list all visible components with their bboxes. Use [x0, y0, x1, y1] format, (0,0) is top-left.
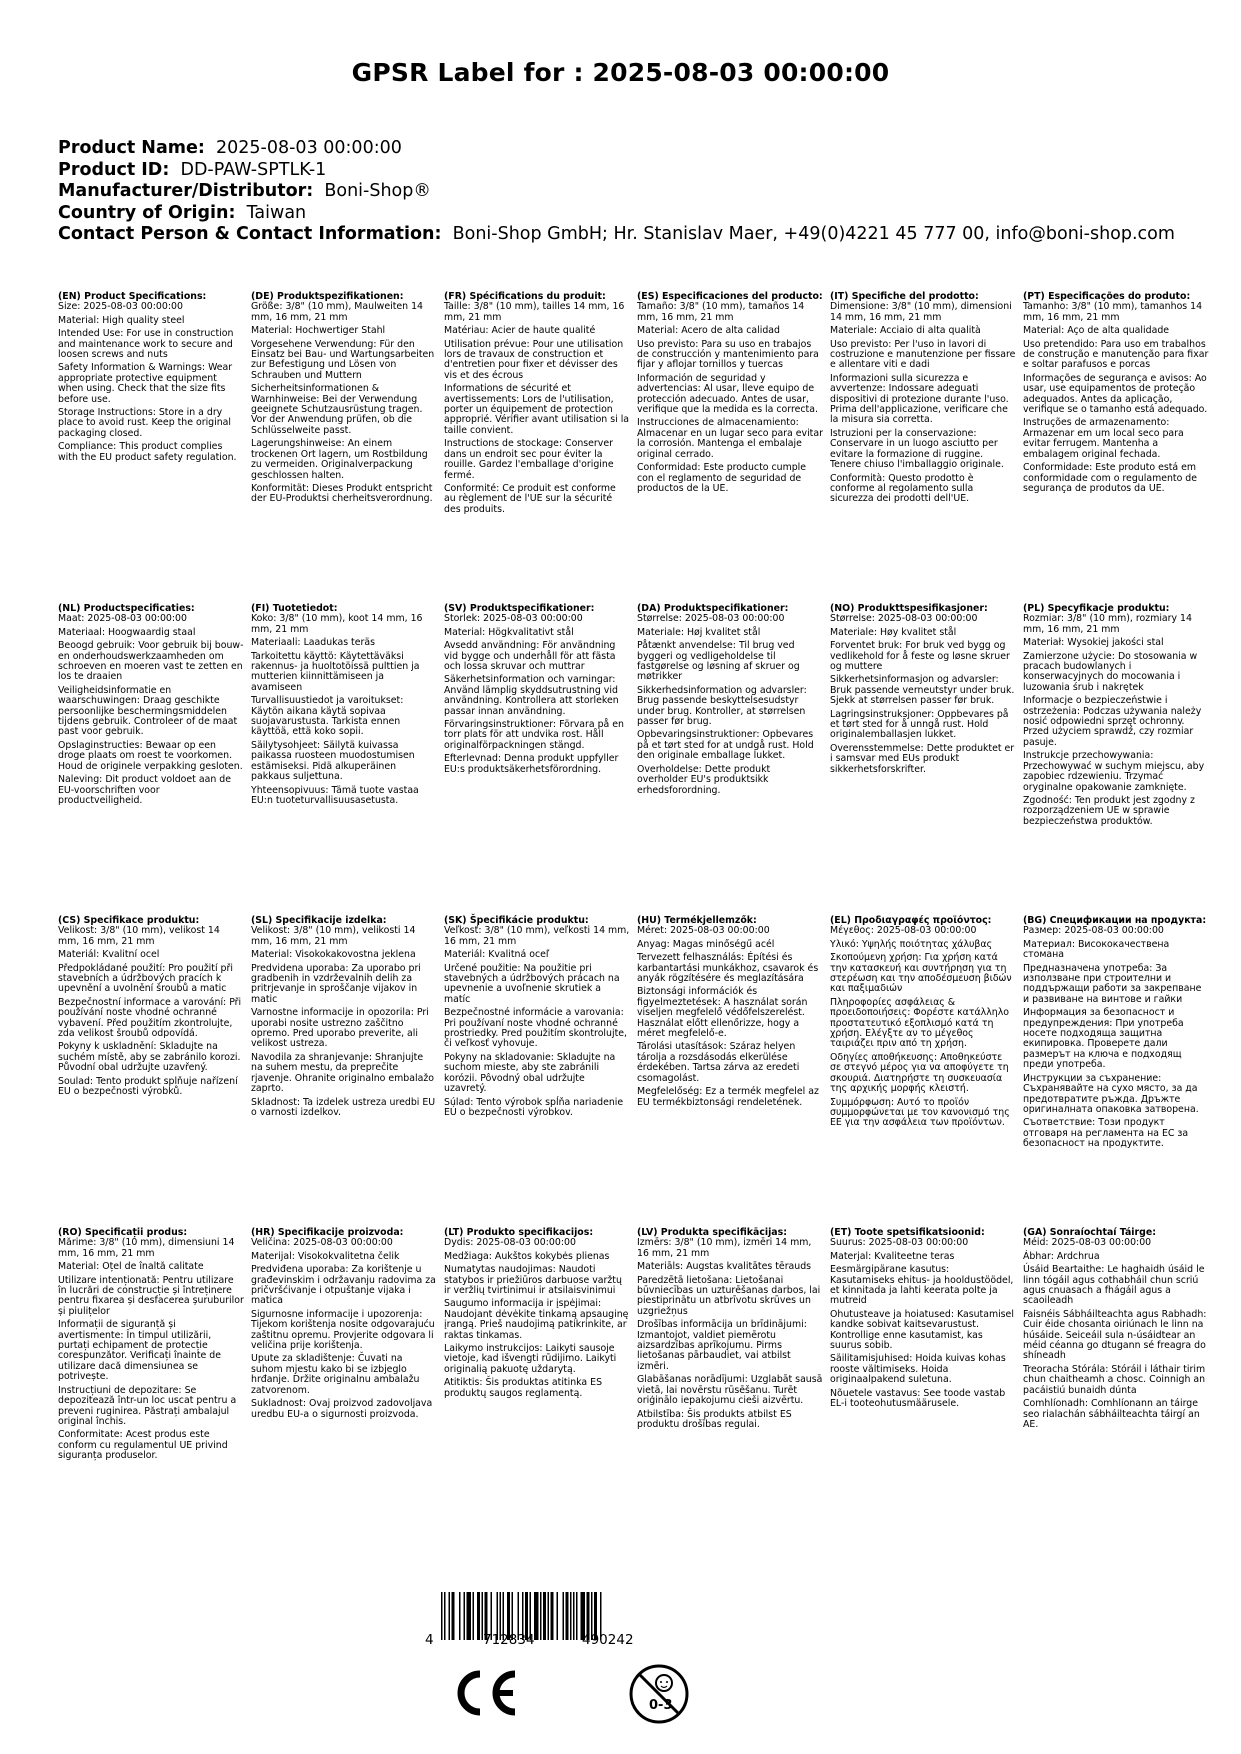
language-heading: (NO) Produkttspesifikasjoner: — [830, 603, 988, 614]
language-paragraph: Материал: Висококачествена стомана — [1023, 938, 1170, 961]
language-paragraph: Materiale: Høj kvalitet stål — [637, 626, 761, 638]
language-heading: (HR) Specifikacije proizvoda: — [251, 1227, 404, 1238]
language-paragraph: Medžiaga: Aukštos kokybės plienas — [444, 1250, 610, 1262]
language-paragraph: Sigurnosne informacije i upozorenja: Tijekom korištenja nosite odgovarajuću zaštitnu opremu. Provjerite odgovara li veličina prije korištenja. — [251, 1308, 435, 1352]
language-paragraph: Størrelse: 2025-08-03 00:00:00 — [637, 613, 785, 625]
language-paragraph: Instrucțiuni de depozitare: Se depozitează într-un loc uscat pentru a preveni ruginirea. Păstrați ambalajul original închis. — [58, 1384, 237, 1427]
barcode-bar — [551, 1592, 554, 1640]
language-block — [830, 1228, 1016, 1413]
language-paragraph: Predviđena uporaba: Za korištenje u građevinskim i održavanju radovima za pričvršćivanje i otpuštanje vijaka i matica — [251, 1264, 436, 1307]
language-paragraph: Påtænkt anvendelse: Til brug ved byggeri og vedligeholdelse til fastgørelse og løsning af skruer og møtrikker — [637, 640, 800, 683]
language-paragraph: Saugumo informacija ir įspėjimai: Naudojant dėvėkite tinkamą apsauginę įrangą. Prieš naudojimą patikrinkite, ar raktas tinkamas. — [444, 1298, 629, 1341]
barcode-bar — [570, 1592, 572, 1640]
language-paragraph: Инструкции за съхранение: Съхранявайте на сухо място, за да предотвратите ръжда. Дръжте оригиналната опаковка затворена. — [1023, 1072, 1199, 1115]
language-paragraph: Koko: 3/8" (10 mm), koot 14 mm, 16 mm, 21 mm — [251, 613, 423, 635]
barcode-bar — [576, 1592, 578, 1640]
language-heading: (DE) Produktspezifikationen: — [251, 291, 404, 302]
language-heading: (LT) Produkto specifikacijos: — [444, 1227, 594, 1238]
language-paragraph: Materiale: Høy kvalitet stål — [830, 626, 957, 638]
barcode — [441, 1592, 671, 1646]
language-paragraph: Informații de siguranță și avertismente: În timpul utilizării, purtați echipament de protecție corespunzător. Verificați înainte de utilizare dacă dimensiunea se potrivește. — [58, 1319, 222, 1383]
language-paragraph: Yhteensopivuus: Tämä tuote vastaa EU:n tuoteturvallisuusasetusta. — [251, 784, 419, 806]
language-paragraph: Säilitamisjuhised: Hoida kuivas kohas rooste vältimiseks. Hoida originaalpakend suletuna. — [830, 1353, 1006, 1386]
language-paragraph: Información de seguridad y advertencias: Al usar, lleve equipo de protección adecuado. Antes de usar, verifique que la medida es la correcta. — [637, 372, 818, 416]
language-paragraph: Turvallisuustiedot ja varoitukset: Käytön aikana käytä sopivaa suojavarustusta. Tarkista ennen käyttöä, että koko sopii. — [251, 695, 404, 738]
language-paragraph: Utilizare intenționată: Pentru utilizare în lucrări de construcție și întreținere pentru fixarea și desfacerea șuruburilor și piulițelor — [58, 1274, 244, 1317]
barcode-bar — [467, 1592, 472, 1640]
language-paragraph: Soulad: Tento produkt splňuje nařízení EU o bezpečnosti výrobků. — [58, 1075, 238, 1098]
product-id-row — [58, 160, 1208, 182]
language-paragraph: Lagerungshinweise: An einem trockenen Ort lagern, um Rostbildung zu vermeiden. Originalverpackung geschlossen halten. — [251, 438, 428, 481]
language-paragraph: Velikost: 3/8" (10 mm), velikosti 14 mm, 16 mm, 21 mm — [251, 925, 416, 947]
language-paragraph: Veličina: 2025-08-03 00:00:00 — [251, 1237, 393, 1249]
language-block — [444, 604, 630, 778]
origin-label: Country of Origin: — [58, 202, 236, 223]
language-paragraph: Tamaño: 3/8" (10 mm), tamaños 14 mm, 16 mm, 21 mm — [637, 301, 805, 323]
barcode-bar — [534, 1592, 539, 1640]
language-paragraph: Størrelse: 2025-08-03 00:00:00 — [830, 613, 978, 625]
language-paragraph: Megfelelőség: Ez a termék megfelel az EU termékbiztonsági rendeletének. — [637, 1086, 819, 1108]
language-block — [58, 604, 244, 809]
language-heading: (LV) Produkta specifikācijas: — [637, 1227, 787, 1238]
language-heading: (PT) Especificações do produto: — [1023, 291, 1191, 302]
language-paragraph: Istruzioni per la conservazione: Conservare in un luogo asciutto per evitare la formazione di ruggine. Tenere chiuso l'imballaggio originale. — [830, 427, 1004, 471]
language-paragraph: Ábhar: Ardchrua — [1023, 1250, 1100, 1262]
language-heading: (CS) Specifikace produktu: — [58, 915, 200, 926]
product-name-label: Product Name: — [58, 138, 205, 158]
language-block — [251, 292, 437, 508]
language-paragraph: Anyag: Magas minőségű acél — [637, 938, 775, 950]
language-block — [637, 916, 823, 1111]
manufacturer-row — [58, 181, 1208, 203]
age-label: 0-3 — [649, 1698, 673, 1713]
language-paragraph: Lagringsinstruksjoner: Oppbevares på et tørt sted for å unngå rust. Hold originalemballasjen lukket. — [830, 708, 1009, 741]
language-paragraph: Material: Hochwertiger Stahl — [251, 325, 386, 337]
language-paragraph: Съответствие: Този продукт отговаря на регламента на ЕС за безопасност на продуктите. — [1023, 1117, 1189, 1150]
language-paragraph: Dimensione: 3/8" (10 mm), dimensioni 14 mm, 16 mm, 21 mm — [830, 301, 1012, 323]
language-paragraph: Vorgesehene Verwendung: Für den Einsatz bei Bau- und Wartungsarbeiten zur Befestigung und Lösen von Schrauben und Muttern — [251, 338, 435, 381]
product-id-label: Product ID: — [58, 159, 170, 180]
language-paragraph: Bezpečnostné informácie a varovania: Pri používaní noste vhodné ochranné prostriedky. Pred použitím skontrolujte, či veľkosť vyhovuje. — [444, 1007, 628, 1050]
language-paragraph: Súlad: Tento výrobok spĺňa nariadenie EÚ o bezpečnosti výrobkov. — [444, 1096, 624, 1118]
language-paragraph: Overensstemmelse: Dette produktet er i samsvar med EUs produkt sikkerhetsforskrifter. — [830, 742, 1015, 775]
manufacturer-label: Manufacturer/Distributor: — [58, 181, 314, 201]
language-paragraph: Compliance: This product complies with the EU product safety regulation. — [58, 441, 237, 463]
language-paragraph: Opbevaringsinstruktioner: Opbevares på et tørt sted for at undgå rust. Hold den originale emballage lukket. — [637, 729, 814, 762]
barcode-bar — [459, 1592, 461, 1640]
language-block — [830, 604, 1016, 778]
language-paragraph: Größe: 3/8" (10 mm), Maulweiten 14 mm, 16 mm, 21 mm — [251, 301, 424, 323]
language-paragraph: Uso pretendido: Para uso em trabalhos de construção e manutenção para fixar e soltar parafusos e porcas — [1023, 338, 1209, 371]
barcode-bar — [473, 1592, 475, 1640]
language-paragraph: Dydis: 2025-08-03 00:00:00 — [444, 1237, 576, 1249]
language-paragraph: Mărime: 3/8" (10 mm), dimensiuni 14 mm, 16 mm, 21 mm — [58, 1237, 235, 1259]
language-paragraph: Treoracha Stórála: Stóráil i láthair tirim chun chaitheamh a chosc. Coinnigh an pacáistiú bunaidh dúnta — [1023, 1363, 1206, 1396]
language-heading: (ES) Especificaciones del producto: — [637, 291, 823, 302]
language-paragraph: Materijal: Visokokvalitetna čelik — [251, 1250, 400, 1262]
language-paragraph: Biztonsági információk és figyelmeztetések: A használat során viseljen megfelelő védőfelszerelést. Használat előtt ellenőrizze, hogy a méret megfelelő-e. — [637, 986, 808, 1040]
barcode-bar — [548, 1592, 550, 1640]
barcode-bar — [449, 1592, 451, 1640]
language-paragraph: Tárolási utasítások: Száraz helyen tárolja a rozsdásodás elkerülése érdekében. Tartsa zárva az eredeti csomagolást. — [637, 1041, 800, 1084]
language-paragraph: Navodila za shranjevanje: Shranjujte na suhem mestu, da preprečite rjavenje. Ohranite originalno embalažo zaprto. — [251, 1051, 434, 1095]
language-heading: (IT) Specifiche del prodotto: — [830, 291, 979, 302]
barcode-bar — [573, 1592, 575, 1640]
language-paragraph: Informations de sécurité et avertissements: Lors de l'utilisation, porter un équipement de protection approprié. Vérifier avant utilisation si la taille convient. — [444, 383, 630, 436]
language-row — [58, 292, 1208, 604]
product-name-value: 2025-08-03 00:00:00 — [216, 138, 402, 158]
language-paragraph: Zgodność: Ten produkt jest zgodny z rozporządzeniem UE w sprawie bezpieczeństwa produktów. — [1023, 794, 1195, 827]
language-paragraph: Material: Oțel de înaltă calitate — [58, 1261, 204, 1273]
language-paragraph: Conformitate: Acest produs este conform cu regulamentul UE privind siguranța produselor. — [58, 1429, 228, 1462]
language-paragraph: Sikkerhedsinformation og advarsler: Brug passende beskyttelsesudstyr under brug. Kontroller, at størrelsen passer før brug. — [637, 684, 807, 728]
language-paragraph: Conformità: Questo prodotto è conforme al regolamento sulla sicurezza dei prodotti dell'UE. — [830, 472, 974, 505]
language-paragraph: Materiál: Kvalitní ocel — [58, 949, 160, 961]
language-paragraph: Instruções de armazenamento: Armazenar em um local seco para evitar ferrugem. Mantenha a embalagem original fechada. — [1023, 417, 1184, 460]
language-paragraph: Materiāls: Augstas kvalitātes tērauds — [637, 1261, 812, 1273]
language-paragraph: Σκοπούμενη χρήση: Για χρήση κατά την κατασκευή και συντήρηση για τη στερέωση και την αποδέσμευση βιδών και παξιμαδιών — [830, 952, 1012, 995]
language-paragraph: Faisnéis Sábháilteachta agus Rabhadh: Cuir éide chosanta oiriúnach le linn na húsáide. Seiceáil sula n-úsáidtear an méid céanna go dtugann sé freagra do shíneadh — [1023, 1308, 1207, 1362]
language-paragraph: Naleving: Dit product voldoet aan de EU-voorschriften voor productveiligheid. — [58, 774, 231, 806]
contact-value: Boni-Shop GmbH; Hr. Stanislav Maer, +49(0)4221 45 777 00, info@boni-shop.com — [452, 224, 1175, 244]
manufacturer-value: Boni-Shop® — [324, 181, 431, 201]
language-paragraph: Eesmärgipärane kasutus: Kasutamiseks ehitus- ja hooldustöödel, et kinnitada ja lahti keerata polte ja mutreid — [830, 1264, 1014, 1307]
language-paragraph: Informacje o bezpieczeństwie i ostrzeżenia: Podczas używania należy nosić odpowiedni sprzęt ochronny. Przed użyciem sprawdź, czy rozmiar pasuje. — [1023, 695, 1202, 748]
language-paragraph: Informazioni sulla sicurezza e avvertenze: Indossare adeguati dispositivi di protezione durante l'uso. Prima dell'applicazione, verificare che la misura sia corretta. — [830, 372, 1009, 426]
language-block — [58, 916, 244, 1101]
language-block — [830, 292, 1016, 508]
language-block — [1023, 604, 1209, 830]
language-row — [58, 1228, 1208, 1540]
language-paragraph: Nõuetele vastavus: See toode vastab EL-i tooteohutusmäärusele. — [830, 1387, 1006, 1410]
language-block — [1023, 1228, 1209, 1433]
language-paragraph: Πληροφορίες ασφάλειας & προειδοποιήσεις: Φορέστε κατάλληλο προστατευτικό εξοπλισμό κατά τη χρήση. Ελέγξτε αν το μέγεθος ταιριάζει πριν από τη χρήση. — [830, 996, 1009, 1050]
language-row — [58, 916, 1208, 1228]
language-paragraph: Atitiktis: Šis produktas atitinka ES produktų saugos reglamentą. — [444, 1377, 603, 1399]
language-block — [637, 292, 823, 497]
barcode-bar — [557, 1592, 559, 1640]
language-paragraph: Laikymo instrukcijos: Laikyti sausoje vietoje, kad išvengti rūdijimo. Laikyti originalią pakuotę uždarytą. — [444, 1343, 617, 1375]
language-heading: (EN) Product Specifications: — [58, 291, 207, 302]
language-paragraph: Instrucciones de almacenamiento: Almacenar en un lugar seco para evitar la corrosión. Mantenga el embalaje original cerrado. — [637, 417, 823, 460]
language-paragraph: Velikost: 3/8" (10 mm), velikost 14 mm, 16 mm, 21 mm — [58, 925, 220, 947]
barcode-bar — [441, 1592, 443, 1640]
language-paragraph: Zamierzone użycie: Do stosowania w pracach budowlanych i konserwacyjnych do mocowania i luzowania śrub i nakrętek — [1023, 650, 1198, 693]
language-paragraph: Skladnost: Ta izdelek ustreza uredbi EU o varnosti izdelkov. — [251, 1096, 436, 1118]
language-paragraph: Materiał: Wysokiej jakości stal — [1023, 637, 1164, 649]
language-paragraph: Ohutusteave ja hoiatused: Kasutamisel kandke sobivat kaitsevarustust. Kontrollige enne kasutamist, kas suurus sobib. — [830, 1308, 1014, 1352]
language-paragraph: Sukladnost: Ovaj proizvod zadovoljava uredbu EU-a o sigurnosti proizvoda. — [251, 1398, 433, 1420]
language-block — [444, 916, 630, 1121]
language-paragraph: Συμμόρφωση: Αυτό το προϊόν συμμορφώνεται με τον κανονισμό της ΕΕ για την ασφάλεια των προϊόντων. — [830, 1096, 1010, 1129]
language-paragraph: Conformité: Ce produit est conforme au règlement de l'UE sur la sécurité des produits. — [444, 482, 616, 515]
language-paragraph: Suurus: 2025-08-03 00:00:00 — [830, 1237, 969, 1249]
language-paragraph: Οδηγίες αποθήκευσης: Αποθηκεύστε σε στεγνό μέρος για να αποφύγετε τη σκουριά. Διατηρήστε τη συσκευασία της αρχικής μορφής κλειστή. — [830, 1051, 1009, 1095]
language-paragraph: Méret: 2025-08-03 00:00:00 — [637, 925, 770, 937]
contact-row — [58, 224, 1208, 246]
language-heading: (PL) Specyfikacje produktu: — [1023, 603, 1170, 614]
language-paragraph: Uso previsto: Para su uso en trabajos de construcción y mantenimiento para fijar y aflojar tornillos y tuercas — [637, 338, 819, 371]
language-paragraph: Beoogd gebruik: Voor gebruik bij bouw- en onderhoudswerkzaamheden om schroeven en moeren vast te zetten en los te draaien — [58, 640, 244, 683]
language-paragraph: Material: Aço de alta qualidade — [1023, 325, 1170, 337]
language-paragraph: Forventet bruk: For bruk ved bygg og vedlikehold for å feste og løsne skruer og muttere — [830, 640, 1010, 673]
language-paragraph: Materjal: Kvaliteetne teras — [830, 1250, 955, 1262]
language-paragraph: Materiál: Kvalitná oceľ — [444, 949, 550, 961]
language-block — [444, 1228, 630, 1402]
language-paragraph: Pokyny na skladovanie: Skladujte na suchom mieste, aby ste zabránili korózii. Pôvodný obal udržujte uzavretý. — [444, 1051, 616, 1095]
language-paragraph: Konformität: Dieses Produkt entspricht der EU-Produktsi cherheitsverordnung. — [251, 482, 433, 505]
language-paragraph: Tamanho: 3/8" (10 mm), tamanhos 14 mm, 16 mm, 21 mm — [1023, 301, 1203, 323]
language-paragraph: Pokyny k uskladnění: Skladujte na suchém místě, aby se zabránilo korozi. Původní obal udržujte uzavřený. — [58, 1041, 241, 1074]
language-block — [637, 604, 823, 799]
language-paragraph: Izmērs: 3/8" (10 mm), izmēri 14 mm, 16 mm, 21 mm — [637, 1237, 812, 1259]
language-paragraph: Sikkerhetsinformasjon og advarsler: Bruk passende verneutstyr under bruk. Sjekk at størrelsen passer før bruk. — [830, 674, 1015, 707]
language-heading: (RO) Specificații produs: — [58, 1227, 188, 1238]
language-paragraph: Overholdelse: Dette produkt overholder EU's produktsikk erhedsforordning. — [637, 763, 771, 796]
language-heading: (SK) Špecifikácie produktu: — [444, 915, 589, 926]
origin-value: Taiwan — [246, 202, 307, 223]
language-block — [251, 916, 437, 1121]
language-block — [830, 916, 1016, 1132]
language-paragraph: Utilisation prévue: Pour une utilisation lors de travaux de construction et d'entretien pour fixer et dévisser des vis et des écrous — [444, 338, 624, 381]
barcode-digits-right: 490242 — [582, 1632, 634, 1648]
language-paragraph: Uso previsto: Per l'uso in lavori di costruzione e manutenzione per fissare e allentare viti e dadi — [830, 338, 1016, 371]
language-heading: (SL) Specifikacije izdelka: — [251, 915, 387, 926]
age-warning-icon — [628, 1663, 690, 1729]
language-paragraph: Materiaali: Laadukas teräs — [251, 637, 375, 649]
language-paragraph: Maat: 2025-08-03 00:00:00 — [58, 613, 187, 625]
language-paragraph: Tervezett felhasználás: Építési és karbantartási munkákhoz, csavarok és anyák rögzítésére és meglazítására — [637, 952, 819, 985]
language-paragraph: Méid: 2025-08-03 00:00:00 — [1023, 1237, 1152, 1249]
language-paragraph: Tarkoitettu käyttö: Käytettäväksi rakennus- ja huoltotöissä pulttien ja mutterien kiinnittämiseen ja avamiseen — [251, 650, 420, 693]
language-block — [58, 292, 244, 466]
language-paragraph: Matériau: Acier de haute qualité — [444, 325, 596, 337]
language-paragraph: Υλικό: Υψηλής ποιότητας χάλυβας — [830, 938, 993, 950]
language-block — [58, 1228, 244, 1465]
language-paragraph: Paredzētā lietošana: Lietošanai būvniecības un uzturēšanas darbos, lai piestiprinātu un atbrīvotu skrūves un uzgriežņus — [637, 1274, 821, 1317]
language-heading: (DA) Produktspecifikationer: — [637, 603, 789, 614]
language-heading: (HU) Termékjellemzők: — [637, 915, 757, 926]
language-block — [1023, 916, 1209, 1153]
language-paragraph: Předpokládané použití: Pro použití při stavebních a údržbových pracích k upevnění a uvolnění šroubů a matic — [58, 962, 233, 995]
product-info — [58, 138, 1208, 246]
language-paragraph: Material: Högkvalitativt stål — [444, 626, 574, 638]
language-row — [58, 604, 1208, 916]
language-block — [637, 1228, 823, 1433]
language-paragraph: Safety Information & Warnings: Wear appropriate protective equipment when using. Check that the size fits before use. — [58, 362, 233, 405]
language-heading: (NL) Productspecificaties: — [58, 603, 195, 614]
language-paragraph: Material: Visokokakovostna jeklena — [251, 949, 416, 961]
language-heading: (GA) Sonraíochtaí Táirge: — [1023, 1227, 1156, 1238]
barcode-bar — [540, 1592, 542, 1640]
language-paragraph: Taille: 3/8" (10 mm), tailles 14 mm, 16 mm, 21 mm — [444, 301, 625, 323]
language-paragraph: Materiale: Acciaio di alta qualità — [830, 325, 981, 337]
language-paragraph: Storage Instructions: Store in a dry place to avoid rust. Keep the original packaging closed. — [58, 407, 232, 439]
language-paragraph: Efterlevnad: Denna produkt uppfyller EU:s produktsäkerhetsförordning. — [444, 753, 619, 775]
language-block — [251, 604, 437, 809]
language-paragraph: Storlek: 2025-08-03 00:00:00 — [444, 613, 583, 625]
language-paragraph: Conformidad: Este producto cumple con el reglamento de seguridad de productos de la UE. — [637, 462, 807, 494]
barcode-bar — [563, 1592, 565, 1640]
language-paragraph: Информация за безопасност и предупреждения: При употреба носете подходяща защитна екипировка. Проверете дали размерът на ключа е подходящ преди употреба. — [1023, 1007, 1184, 1071]
product-id-value: DD-PAW-SPTLK-1 — [180, 159, 327, 180]
language-paragraph: Atbilstība: Šis produkts atbilst ES produktu drošības regulai. — [637, 1408, 792, 1430]
language-paragraph: Comhlíonadh: Comhlíonann an táirge seo rialachán sábháilteachta táirgí an AE. — [1023, 1398, 1200, 1430]
language-block — [444, 292, 630, 518]
language-paragraph: Rozmiar: 3/8" (10 mm), rozmiary 14 mm, 16 mm, 21 mm — [1023, 613, 1192, 635]
language-paragraph: Glabāšanas norādījumi: Uzglabāt sausā vietā, lai novērstu rūsēšanu. Turēt oriģinālo iepakojumu cieši aizvērtu. — [637, 1374, 823, 1407]
barcode-digit-first: 4 — [425, 1632, 434, 1648]
language-paragraph: Informações de segurança e avisos: Ao usar, use equipamentos de proteção adequados. Antes da aplicação, verifique se o tamanho está adequado. — [1023, 372, 1208, 416]
language-heading: (FR) Spécifications du produit: — [444, 291, 606, 302]
barcode-bar — [452, 1592, 455, 1640]
barcode-bars — [441, 1592, 671, 1642]
language-paragraph: Размер: 2025-08-03 00:00:00 — [1023, 925, 1164, 937]
barcode-digits-left: 712834 — [483, 1632, 535, 1648]
barcode-bar — [566, 1592, 569, 1640]
language-paragraph: Numatytas naudojimas: Naudoti statybos ir priežiūros darbuose varžtų ir veržlių tvirtinimui ir atsilaisvinimui — [444, 1264, 622, 1297]
language-paragraph: Bezpečnostní informace a varování: Při používání noste vhodné ochranné vybavení. Před použitím zkontrolujte, zda velikost šroubů odpovídá. — [58, 996, 242, 1040]
language-paragraph: Size: 2025-08-03 00:00:00 — [58, 301, 183, 313]
language-paragraph: Μέγεθος: 2025-08-03 00:00:00 — [830, 925, 977, 937]
language-paragraph: Предназначена употреба: За използване при строителни и поддържащи работи за закрепване и развиване на винтове и гайки — [1023, 962, 1202, 1005]
language-paragraph: Material: High quality steel — [58, 314, 185, 326]
contact-label: Contact Person & Contact Information: — [58, 224, 442, 244]
language-paragraph: Avsedd användning: För användning vid bygge och underhåll för att fästa och lossa skruvar och muttrar — [444, 640, 616, 673]
barcode-bar — [444, 1592, 446, 1640]
language-block — [1023, 292, 1209, 497]
barcode-bar — [477, 1592, 480, 1640]
language-paragraph: Určené použitie: Na použitie pri stavebných a údržbových prácach na upevnenie a uvoľnenie skrutiek a matíc — [444, 962, 620, 1005]
barcode-bar — [464, 1592, 466, 1640]
language-paragraph: Upute za skladištenje: Čuvati na suhom mjestu kako bi se izbjeglo hrđanje. Držite originalnu ambalažu zatvorenom. — [251, 1353, 420, 1396]
language-paragraph: Conformidade: Este produto está em conformidade com o regulamento de segurança de produtos da UE. — [1023, 462, 1198, 494]
language-paragraph: Veiligheidsinformatie en waarschuwingen: Draag geschikte persoonlijke beschermingsmiddelen tijdens gebruik. Controleer of de maat past voor gebruik. — [58, 684, 238, 738]
language-paragraph: Säkerhetsinformation och varningar: Använd lämplig skyddsutrustning vid användning. Kontrollera att storleken passar innan användning. — [444, 674, 619, 717]
language-heading: (FI) Tuotetiedot: — [251, 603, 338, 614]
language-paragraph: Instrukcje przechowywania: Przechowywać w suchym miejscu, aby zapobiec rdzewieniu. Trzymać oryginalne opakowanie zamknięte. — [1023, 750, 1205, 793]
language-heading: (BG) Спецификации на продукта: — [1023, 915, 1207, 926]
language-paragraph: Opslaginstructies: Bewaar op een droge plaats om roest te voorkomen. Houd de originele verpakking gesloten. — [58, 739, 243, 772]
language-paragraph: Säilytysohjeet: Säilytä kuivassa paikassa ruosteen muodostumisen estämiseksi. Pidä alkuperäinen pakkaus suljettuna. — [251, 739, 415, 783]
language-paragraph: Predvidena uporaba: Za uporabo pri gradbenih in vzdrževalnih delih za pritrjevanje in sproščanje vijakov in matic — [251, 962, 421, 1005]
language-paragraph: Varnostne informacije in opozorila: Pri uporabi nosite ustrezno zaščitno opremo. Pred uporabo preverite, ali velikost ustreza. — [251, 1007, 429, 1050]
ce-mark-icon — [453, 1668, 521, 1722]
language-paragraph: Sicherheitsinformationen & Warnhinweise: Bei der Verwendung geeignete Schutzausrüstung tragen. Vor der Anwendung prüfen, ob die Schlüsselweite passt. — [251, 383, 423, 436]
language-heading: (ET) Toote spetsifikatsioonid: — [830, 1227, 985, 1238]
page-title: GPSR Label for : 2025-08-03 00:00:00 — [351, 58, 890, 87]
barcode-bar — [543, 1592, 546, 1640]
language-paragraph: Förvaringsinstruktioner: Förvara på en torr plats för att undvika rost. Håll originalförpackningen stängd. — [444, 719, 624, 751]
language-paragraph: Úsáid Beartaithe: Le haghaidh úsáid le linn tógáil agus cothabháil chun scriú agus cnuasach a fhágáil agus a scaoileadh — [1023, 1264, 1205, 1307]
language-heading: (EL) Προδιαγραφές προϊόντος: — [830, 915, 992, 926]
language-paragraph: Instructions de stockage: Conserver dans un endroit sec pour éviter la rouille. Gardez l'emballage d'origine fermé. — [444, 438, 614, 481]
language-paragraph: Veľkosť: 3/8" (10 mm), veľkosti 14 mm, 16 mm, 21 mm — [444, 925, 630, 947]
language-heading: (SV) Produktspecifikationer: — [444, 603, 595, 614]
origin-row — [58, 203, 1208, 225]
language-paragraph: Intended Use: For use in construction and maintenance work to secure and loosen screws and nuts — [58, 328, 234, 361]
language-paragraph: Drošības informācija un brīdinājumi: Izmantojot, valdiet piemērotu aizsardzības aprīkojumu. Pirms lietošanas pārbaudiet, vai atbilst izmēri. — [637, 1319, 807, 1372]
language-paragraph: Materiaal: Hoogwaardig staal — [58, 626, 196, 638]
language-paragraph: Material: Acero de alta calidad — [637, 325, 780, 337]
language-grid — [58, 292, 1208, 1540]
product-name-row — [58, 138, 1208, 160]
language-block — [251, 1228, 437, 1423]
